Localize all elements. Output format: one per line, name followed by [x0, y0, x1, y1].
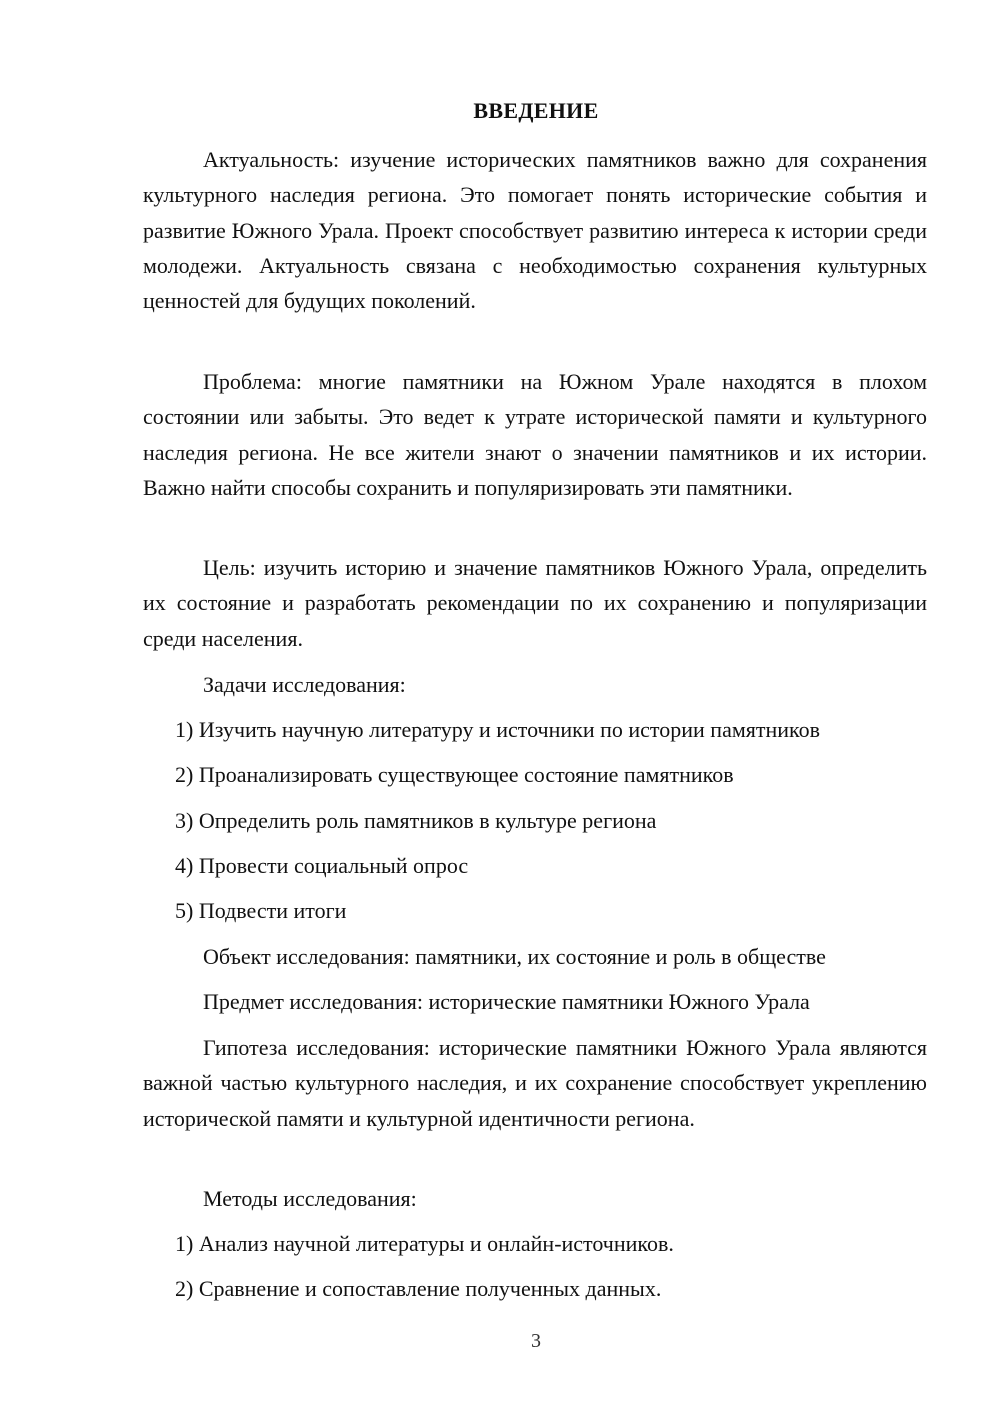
problem-paragraph: Проблема: многие памятники на Южном Урале находятся в плохом состоянии или забыты. Это ведет к утрате исторической памяти и культурного наследия региона. Не все жители знают о значении памятников и их истории. Важно найти способы сохранить и популяризировать эти памятники. — [143, 369, 927, 500]
tasks-title: Задачи исследования: — [203, 672, 406, 697]
methods-title: Методы исследования: — [203, 1186, 417, 1211]
method-item: 2) Сравнение и сопоставление полученных данных. — [175, 1276, 662, 1301]
task-item: 1) Изучить научную литературу и источники по истории памятников — [175, 717, 821, 742]
task-item: 2) Проанализировать существующее состояние памятников — [175, 762, 734, 787]
subject-line: Предмет исследования: исторические памятники Южного Урала — [203, 989, 810, 1014]
object-line: Объект исследования: памятники, их состояние и роль в обществе — [203, 944, 826, 969]
page-title: ВВЕДЕНИЕ — [473, 98, 599, 123]
goal-paragraph: Цель: изучить историю и значение памятников Южного Урала, определить их состояние и разработать рекомендации по их сохранению и популяризации среди населения. — [143, 555, 927, 651]
relevance-paragraph: Актуальность: изучение исторических памятников важно для сохранения культурного наследия региона. Это помогает понять исторические события и развитие Южного Урала. Проект способствует развитию интереса к истории среди молодежи. Актуальность связана с необходимостью сохранения культурных ценностей для будущих поколений. — [143, 147, 927, 314]
method-item: 1) Анализ научной литературы и онлайн-источников. — [175, 1231, 674, 1256]
task-item: 5) Подвести итоги — [175, 898, 347, 923]
task-item: 3) Определить роль памятников в культуре региона — [175, 808, 657, 833]
task-item: 4) Провести социальный опрос — [175, 853, 469, 878]
page-number: 3 — [531, 1330, 541, 1352]
hypothesis-paragraph: Гипотеза исследования: исторические памятники Южного Урала являются важной частью культурного наследия, и их сохранение способствует укреплению исторической памяти и культурной идентичности региона. — [143, 1035, 927, 1131]
